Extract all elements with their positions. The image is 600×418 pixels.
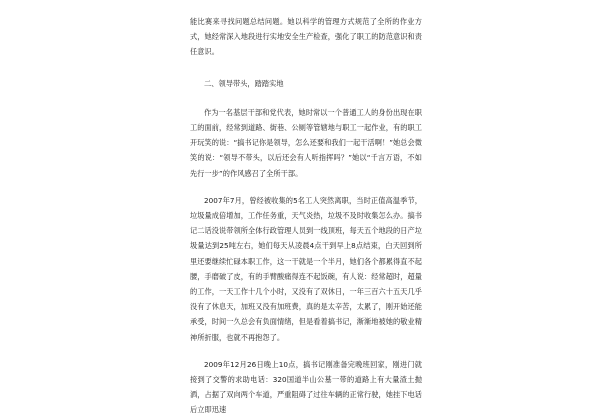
paragraph-gap: [190, 345, 422, 357]
paragraph-gap: [190, 181, 422, 193]
section-heading: 二、领导带头，踏踏实地: [204, 78, 284, 88]
paragraph-summer-2007: 2007年7月，曾经被收集的5名工人突然离职，当时正值高温季节，垃圾量成倍增加，工作任务重，天气炎热，垃圾不及时收集怎么办。搞书记二话没说带领所全体行政管理人员到一线顶班，每天五个地段的日产垃圾量达到25吨左右，她们每天从凌晨4点干到早上8点结束，白天回到所里还要继续忙碌本职工作，这一干就是一个半月，她们各个都累得直不起腰，手磨破了皮，有的手臂酸痛得连不起饭碗，有人说：经常超时，超量的工作，一天工作十几个小时，又没有了双休日，一年三百六十五天几乎没有了休息天，加班又没有加班费，真的是太辛苦，太累了，刚开始还能承受，时间一久总会有负面情绪，但是看着搞书记，渐渐地被她的敬业精神所折服，也就不再抱怨了。: [190, 195, 422, 342]
paragraph-leadership: 作为一名基层干部和党代表，她时常以一个普通工人的身份出现在职工的面前，经常到道路、街巷、公厕等管辖地与职工一起作业，有的职工开玩笑的说：“搞书记你是领导，怎么还要和我们一起干活啊！”她总会微笑的说：“领导不带头，以后还会有人听指挥吗？”她以“千言万语，不如先行一步”的作风感召了全所干部。: [190, 107, 422, 178]
document-body: [190, 14, 422, 418]
paragraph-intro: 能比赛来寻找问题总结问题。她以科学的管理方式规范了全所的作业方式，她经常深入地段进行实地安全生产检查，强化了职工的防范意识和责任意识。: [190, 17, 422, 57]
paragraph-dec-2009: 2009年12月26日晚上10点，搞书记刚准备完晚班回家，刚进门就接到了交警的求助电话：320国道半山公墓一带的道路上有大量渣土抛洒，占据了双向两个车道，严重阻碍了过往车辆的正常行驶，她挂下电话后立即迅速: [190, 359, 422, 415]
